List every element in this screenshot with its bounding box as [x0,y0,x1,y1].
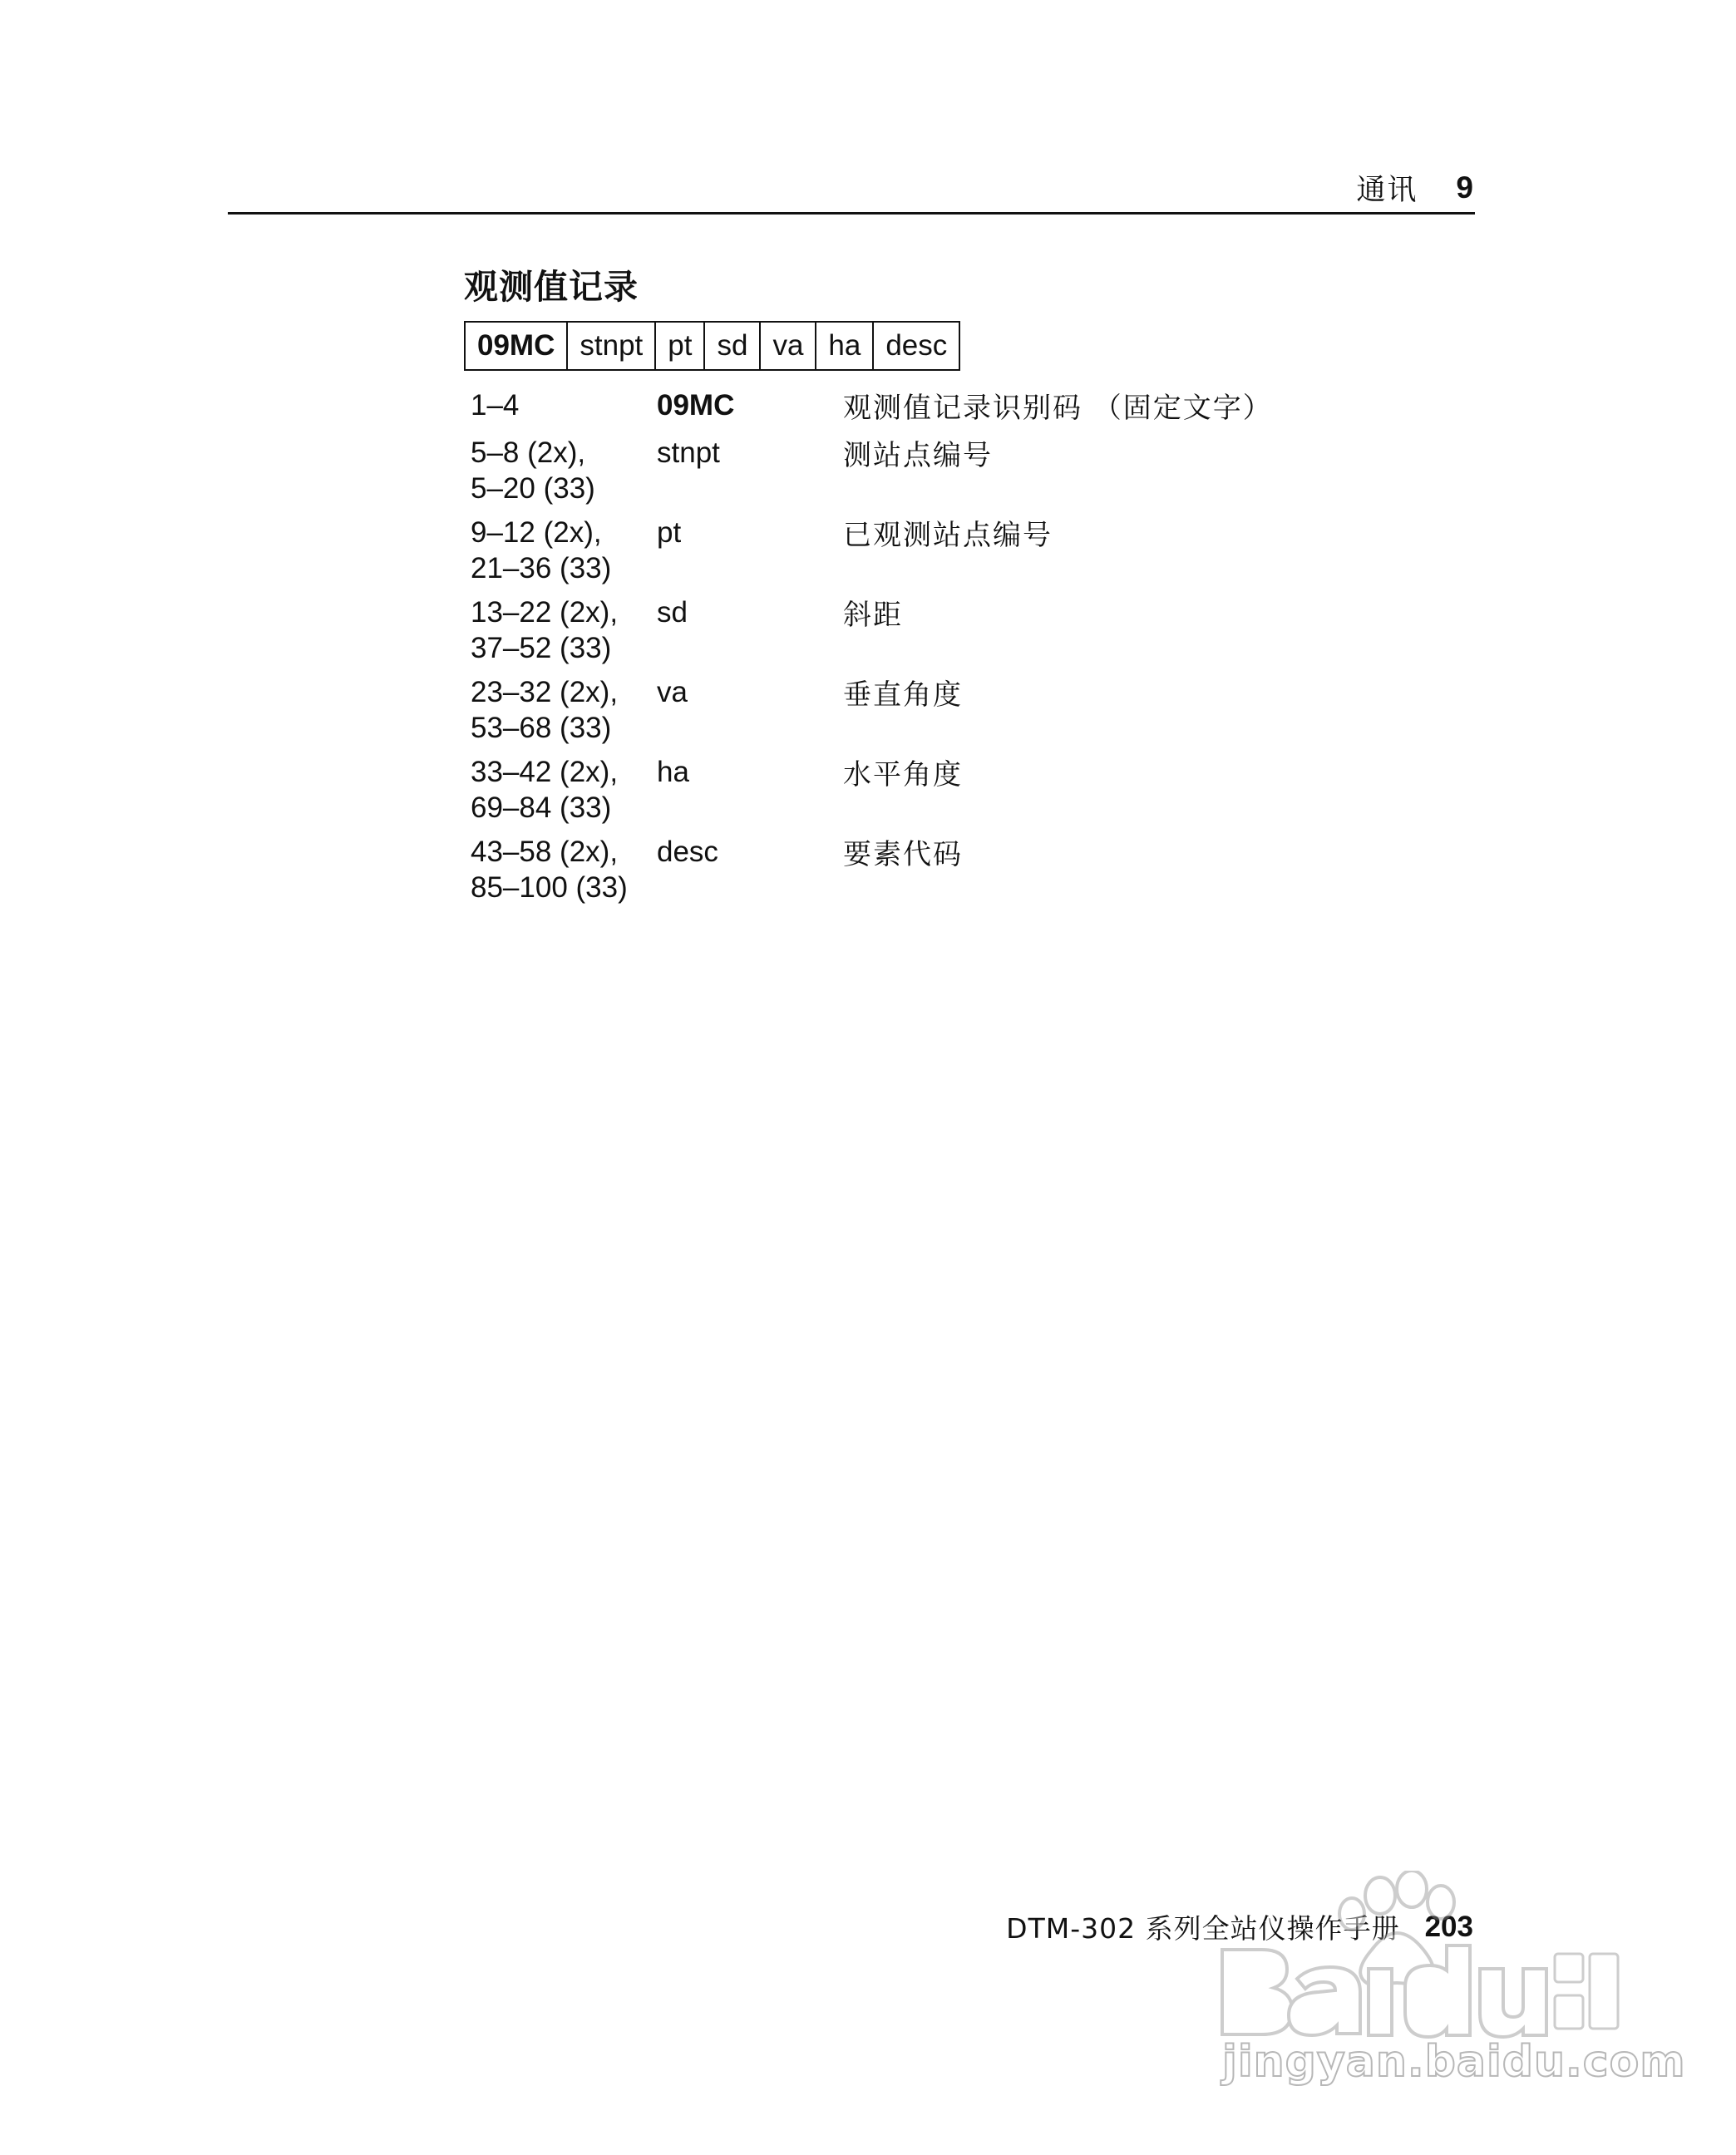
header-rule [228,212,1475,215]
field-positions [471,594,657,666]
field-position-range: 9–12 (2x), [471,516,602,549]
field-positions [471,754,657,826]
record-field-desc: desc [885,329,948,362]
field-position-range: 5–20 (33) [471,472,595,505]
baidu-watermark-logo [1206,1871,1621,2062]
field-row [471,834,1302,905]
field-position-range: 85–100 (33) [471,871,628,904]
record-field-va: va [761,323,816,369]
field-positions [471,674,657,746]
field-row [471,754,1302,826]
field-name: sd [657,596,688,629]
section-title: 观测值记录 [464,267,639,307]
field-positions [471,834,657,905]
field-description: 测站点编号 [843,439,993,472]
record-field-pt: pt [656,323,705,369]
field-definition-list [471,387,1302,914]
field-row [471,594,1302,666]
manual-title: DTM-302 系列全站仪操作手册 [1006,1912,1400,1945]
field-positions [471,515,657,586]
record-field-stnpt: stnpt [568,323,656,369]
field-description: 水平角度 [843,758,963,791]
chapter-number: 9 [1456,170,1473,205]
field-position-range: 53–68 (33) [471,712,612,744]
page-number: 203 [1424,1910,1473,1943]
watermark-url: jingyan.baidu.com [1222,2037,1686,2087]
field-position-range: 13–22 (2x), [471,596,619,629]
field-name: desc [657,836,718,868]
field-description: 要素代码 [843,838,963,871]
running-header [1356,166,1473,210]
field-position-range: 43–58 (2x), [471,836,619,868]
field-position-range: 33–42 (2x), [471,756,619,788]
field-position-range: 37–52 (33) [471,632,612,664]
field-row [471,515,1302,586]
field-name: 09MC [657,389,735,422]
record-field-09MC: 09MC [466,323,568,369]
field-position-range: 1–4 [471,389,520,422]
field-description: 观测值记录识别码 （固定文字） [843,392,1273,425]
field-position-range: 69–84 (33) [471,791,612,824]
chapter-title: 通讯 [1356,174,1418,207]
field-name: ha [657,756,689,788]
field-description: 斜距 [843,599,903,632]
field-row [471,435,1302,506]
field-name: va [657,676,688,708]
field-positions [471,435,657,506]
field-name: pt [657,516,682,549]
field-row [471,674,1302,746]
field-name: stnpt [657,436,720,469]
field-description: 已观测站点编号 [843,519,1053,552]
record-field-sd: sd [705,323,761,369]
field-description: 垂直角度 [843,678,963,712]
field-positions [471,387,657,423]
field-row [471,387,1302,427]
record-layout-table [464,321,960,371]
field-position-range: 23–32 (2x), [471,676,619,708]
field-position-range: 5–8 (2x), [471,436,586,469]
record-field-ha: ha [816,323,874,369]
field-position-range: 21–36 (33) [471,552,612,584]
